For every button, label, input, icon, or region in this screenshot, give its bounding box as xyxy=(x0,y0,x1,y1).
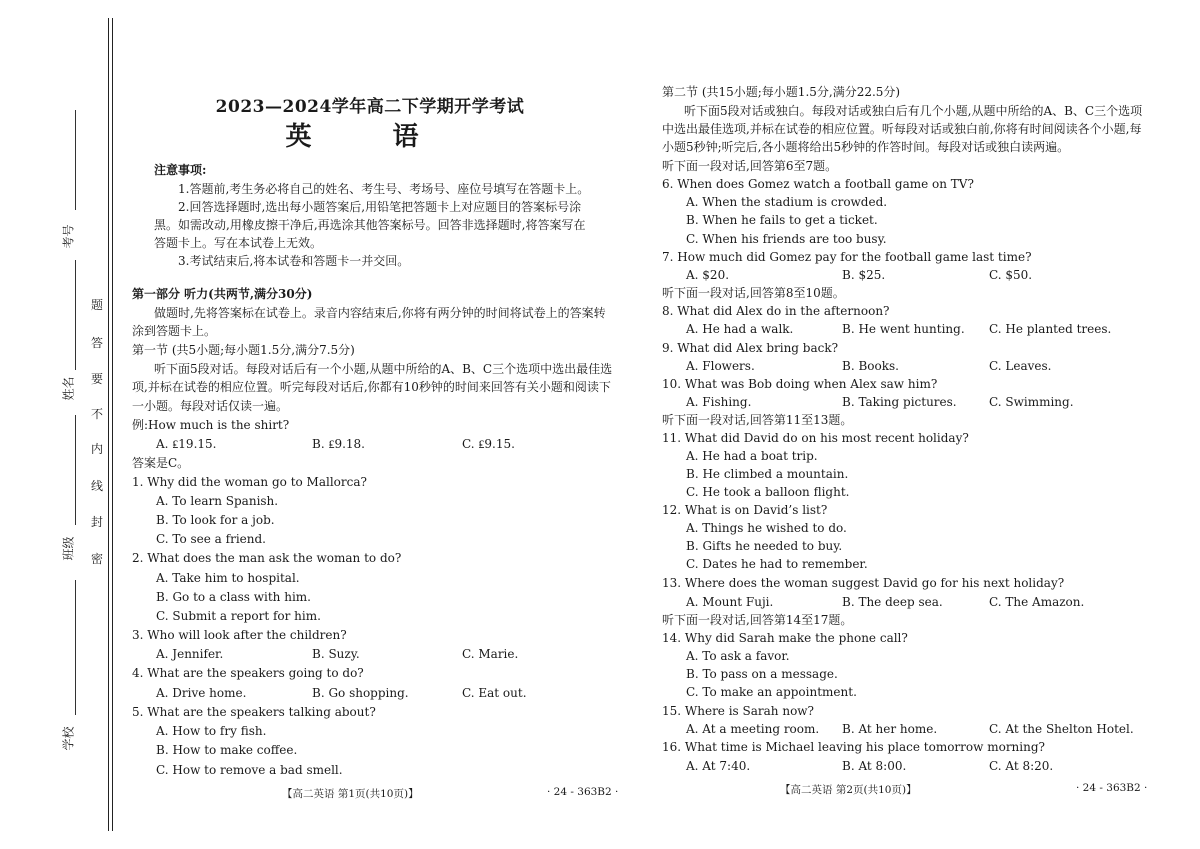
option[interactable]: B. How to make coffee. xyxy=(156,743,298,757)
fill-blank xyxy=(75,110,76,210)
binding-line xyxy=(112,18,113,831)
question: 7. How much did Gomez pay for the football game last time? xyxy=(662,250,1032,264)
option[interactable]: A. To ask a favor. xyxy=(686,649,790,663)
fill-blank xyxy=(75,415,76,525)
option[interactable]: B. Suzy. xyxy=(312,647,360,661)
option[interactable]: A. Flowers. xyxy=(686,359,755,373)
notice-line: 黑。如需改动,用橡皮擦干净后,再选涂其他答案标号。回答非选择题时,将答案写在 xyxy=(154,218,586,232)
exam-title: 2023—2024学年高二下学期开学考试 xyxy=(215,97,525,117)
option[interactable]: C. He took a balloon flight. xyxy=(686,485,850,499)
question: 12. What is on David’s list? xyxy=(662,503,828,517)
option[interactable]: B. Go shopping. xyxy=(312,686,409,700)
section2-heading: 第二节 (共15小题;每小题1.5分,满分22.5分) xyxy=(662,85,901,99)
option[interactable]: C. The Amazon. xyxy=(989,595,1085,609)
option[interactable]: C. Marie. xyxy=(462,647,519,661)
section1-instruction: 一小题。每段对话仅读一遍。 xyxy=(132,399,289,413)
question: 4. What are the speakers going to do? xyxy=(132,666,364,680)
question: 13. Where does the woman suggest David go for his next holiday? xyxy=(662,576,1065,590)
option[interactable]: B. The deep sea. xyxy=(842,595,943,609)
option[interactable]: B. $25. xyxy=(842,268,886,282)
side-field-school: 学校 xyxy=(61,726,76,751)
group-intro: 听下面一段对话,回答第14至17题。 xyxy=(662,613,853,627)
option[interactable]: A. Fishing. xyxy=(686,395,752,409)
example-option: B. ₤9.18. xyxy=(312,437,365,451)
option[interactable]: C. When his friends are too busy. xyxy=(686,232,887,246)
option[interactable]: B. To pass on a message. xyxy=(686,667,838,681)
seal-char: 线 xyxy=(90,479,103,493)
option[interactable]: B. Taking pictures. xyxy=(842,395,957,409)
option[interactable]: B. Go to a class with him. xyxy=(156,590,311,604)
group-intro: 听下面一段对话,回答第11至13题。 xyxy=(662,413,853,427)
option[interactable]: A. At 7:40. xyxy=(686,759,751,773)
section1-instruction: 项,并标在试卷的相应位置。听完每段对话后,你都有10秒钟的时间来回答有关小题和阅读下 xyxy=(132,380,611,394)
example-answer: 答案是C。 xyxy=(132,456,190,470)
part1-heading: 第一部分 听力(共两节,满分30分) xyxy=(132,287,313,301)
option[interactable]: C. At the Shelton Hotel. xyxy=(989,722,1134,736)
question: 2. What does the man ask the woman to do? xyxy=(132,551,402,565)
subject-title: 英 语 xyxy=(285,122,455,152)
notice-line: 答题卡上。写在本试卷上无效。 xyxy=(154,236,323,250)
option[interactable]: C. $50. xyxy=(989,268,1033,282)
side-field-exam-number: 考号 xyxy=(61,224,76,249)
option[interactable]: C. At 8:20. xyxy=(989,759,1054,773)
part1-intro: 涂到答题卡上。 xyxy=(132,324,217,338)
question: 8. What did Alex do in the afternoon? xyxy=(662,304,890,318)
option[interactable]: B. He went hunting. xyxy=(842,322,965,336)
notice-line: 2.回答选择题时,选出每小题答案后,用铅笔把答题卡上对应题目的答案标号涂 xyxy=(178,200,582,214)
seal-char: 要 xyxy=(90,372,103,386)
question: 11. What did David do on his most recent holiday? xyxy=(662,431,969,445)
option[interactable]: A. Take him to hospital. xyxy=(156,571,300,585)
example-question: 例:How much is the shirt? xyxy=(132,418,290,432)
seal-char: 答 xyxy=(90,336,103,350)
notice-heading: 注意事项: xyxy=(154,163,207,177)
option[interactable]: A. $20. xyxy=(686,268,730,282)
option[interactable]: C. To make an appointment. xyxy=(686,685,857,699)
option[interactable]: B. To look for a job. xyxy=(156,513,275,527)
option[interactable]: B. At her home. xyxy=(842,722,938,736)
seal-char: 封 xyxy=(90,515,103,529)
question: 14. Why did Sarah make the phone call? xyxy=(662,631,908,645)
section1-heading: 第一节 (共5小题;每小题1.5分,满分7.5分) xyxy=(132,343,355,357)
option[interactable]: A. Mount Fuji. xyxy=(686,595,774,609)
question: 6. When does Gomez watch a football game on TV? xyxy=(662,177,974,191)
side-field-class: 班级 xyxy=(61,536,76,561)
seal-char: 题 xyxy=(90,298,103,312)
section2-instruction: 小题5秒钟;听完后,各小题将给出5秒钟的作答时间。每段对话或独白读两遍。 xyxy=(662,140,1070,154)
page-footer: 【高二英语 第2页(共10页)】 xyxy=(780,784,917,796)
question: 16. What time is Michael leaving his place tomorrow morning? xyxy=(662,740,1045,754)
option[interactable]: C. Swimming. xyxy=(989,395,1074,409)
option[interactable]: B. Books. xyxy=(842,359,899,373)
group-intro: 听下面一段对话,回答第8至10题。 xyxy=(662,286,845,300)
option[interactable]: B. At 8:00. xyxy=(842,759,907,773)
question: 1. Why did the woman go to Mallorca? xyxy=(132,475,367,489)
page-code: · 24 - 363B2 · xyxy=(547,786,619,798)
example-option: C. ₤9.15. xyxy=(462,437,515,451)
notice-line: 3.考试结束后,将本试卷和答题卡一并交回。 xyxy=(178,254,410,268)
option[interactable]: B. He climbed a mountain. xyxy=(686,467,849,481)
option[interactable]: C. How to remove a bad smell. xyxy=(156,763,343,777)
question: 9. What did Alex bring back? xyxy=(662,341,839,355)
notice-line: 1.答题前,考生务必将自己的姓名、考生号、考场号、座位号填写在答题卡上。 xyxy=(178,182,590,196)
option[interactable]: A. He had a boat trip. xyxy=(686,449,818,463)
option[interactable]: C. Leaves. xyxy=(989,359,1052,373)
option[interactable]: A. Jennifer. xyxy=(156,647,224,661)
option[interactable]: C. Dates he had to remember. xyxy=(686,557,868,571)
question: 15. Where is Sarah now? xyxy=(662,704,814,718)
question: 3. Who will look after the children? xyxy=(132,628,347,642)
section2-instruction: 听下面5段对话或独白。每段对话或独白后有几个小题,从题中所给的A、B、C三个选项 xyxy=(684,104,1143,118)
option[interactable]: A. How to fry fish. xyxy=(156,724,267,738)
option[interactable]: A. When the stadium is crowded. xyxy=(686,195,888,209)
fill-blank xyxy=(75,580,76,715)
side-field-name: 姓名 xyxy=(61,376,76,401)
option[interactable]: B. When he fails to get a ticket. xyxy=(686,213,878,227)
binding-line xyxy=(108,18,109,831)
fill-blank xyxy=(75,260,76,370)
option[interactable]: C. To see a friend. xyxy=(156,532,266,546)
page-code: · 24 - 363B2 · xyxy=(1076,782,1148,794)
seal-char: 密 xyxy=(90,552,103,566)
part1-intro: 做题时,先将答案标在试卷上。录音内容结束后,你将有两分钟的时间将试卷上的答案转 xyxy=(154,306,606,320)
seal-char: 内 xyxy=(90,442,103,456)
page-footer: 【高二英语 第1页(共10页)】 xyxy=(282,788,419,800)
seal-char: 不 xyxy=(90,407,103,421)
question: 10. What was Bob doing when Alex saw him? xyxy=(662,377,938,391)
question: 5. What are the speakers talking about? xyxy=(132,705,376,719)
option[interactable]: B. Gifts he needed to buy. xyxy=(686,539,843,553)
section1-instruction: 听下面5段对话。每段对话后有一个小题,从题中所给的A、B、C三个选项中选出最佳选 xyxy=(154,362,613,376)
option[interactable]: A. Drive home. xyxy=(156,686,247,700)
group-intro: 听下面一段对话,回答第6至7题。 xyxy=(662,159,838,173)
section2-instruction: 中选出最佳选项,并标在试卷的相应位置。听每段对话或独白前,你将有时间阅读各个小题,每 xyxy=(662,122,1142,136)
option[interactable]: A. To learn Spanish. xyxy=(156,494,279,508)
option[interactable]: C. Submit a report for him. xyxy=(156,609,321,623)
option[interactable]: A. Things he wished to do. xyxy=(686,521,847,535)
option[interactable]: A. At a meeting room. xyxy=(686,722,820,736)
option[interactable]: C. He planted trees. xyxy=(989,322,1112,336)
option[interactable]: A. He had a walk. xyxy=(686,322,794,336)
option[interactable]: C. Eat out. xyxy=(462,686,527,700)
example-option: A. ₤19.15. xyxy=(156,437,217,451)
